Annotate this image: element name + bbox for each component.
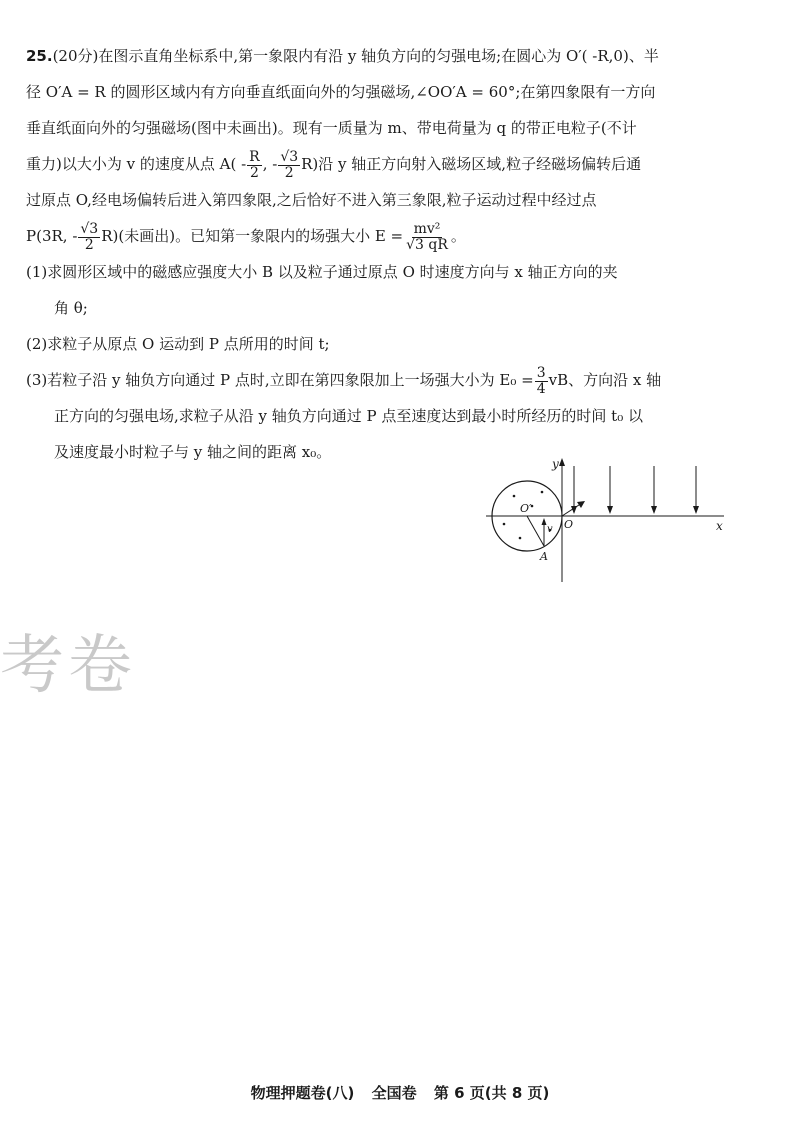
subquestion-text: (2)求粒子从原点 O 运动到 P 点所用的时间 t; [26, 335, 330, 353]
field-dot [541, 491, 544, 494]
problem-text-line: 垂直纸面向外的匀强磁场(图中未画出)。现有一质量为 m、带电荷量为 q 的带正电粒子(不计 [26, 119, 637, 137]
footer-title: 物理押题卷(八) [250, 1084, 355, 1102]
label-y: y [552, 457, 559, 471]
y-axis-arrow [559, 458, 565, 466]
footer-page-number: 第 6 页(共 8 页) [433, 1084, 550, 1102]
fraction-denominator: 4 [536, 380, 546, 397]
problem-text-segment: 。 [450, 227, 466, 245]
field-arrowhead [607, 506, 613, 514]
subquestion-text: 正方向的匀强电场,求粒子从沿 y 轴负方向通过 P 点至速度达到最小时所经历的时间 t₀ 以 [54, 407, 643, 425]
fraction-r-over-2 [247, 150, 262, 181]
problem-text-segment: P(3R, - [26, 227, 78, 245]
problem-25 [26, 38, 778, 470]
subquestion-1-line-1 [26, 254, 778, 290]
subquestion-text: (3)若粒子沿 y 轴负方向通过 P 点时,立即在第四象限加上一场强大小为 E₀ = [26, 371, 534, 389]
subquestion-3-line-1 [26, 362, 778, 398]
problem-text-line: 径 O′A = R 的圆形区域内有方向垂直纸面向外的匀强磁场,∠OO′A = 60°;在第四象限有一方向 [26, 83, 656, 101]
page-footer [0, 1082, 800, 1103]
subquestion-text: 及速度最小时粒子与 y 轴之间的距离 x₀。 [54, 443, 332, 461]
field-arrowhead [693, 506, 699, 514]
label-oprime: O′ [520, 502, 532, 515]
radius-oprime-a [527, 516, 544, 546]
fraction-denominator: 2 [84, 236, 94, 253]
question-number: 25. [26, 47, 53, 65]
problem-text-line: 过原点 O,经电场偏转后进入第四象限,之后恰好不进入第三象限,粒子运动过程中经过点 [26, 191, 597, 209]
fraction-sqrt3-over-2 [78, 222, 100, 253]
field-dot [503, 523, 506, 526]
problem-text-segment: 重力)以大小为 v 的速度从点 A( - [26, 155, 247, 173]
label-v: v [547, 524, 553, 535]
subquestion-2 [26, 326, 778, 362]
fraction-numerator: 3 [536, 364, 546, 381]
problem-line-2 [26, 74, 778, 110]
problem-line-6 [26, 218, 778, 254]
fraction-numerator: √3 [80, 220, 99, 237]
fraction-field-strength [404, 222, 450, 253]
subquestion-text: vB、方向沿 x 轴 [548, 371, 662, 389]
subquestion-text: (1)求圆形区域中的磁感应强度大小 B 以及粒子通过原点 O 时速度方向与 x 轴正方向的夹 [26, 263, 618, 281]
label-x: x [716, 519, 723, 533]
fraction-denominator: 2 [249, 164, 259, 181]
problem-line-1 [26, 38, 778, 74]
subquestion-1-line-2 [26, 290, 778, 326]
problem-line-4 [26, 146, 778, 182]
problem-text-segment: R)(未画出)。已知第一象限内的场强大小 E = [101, 227, 404, 245]
problem-line-5 [26, 182, 778, 218]
velocity-arrowhead [542, 518, 547, 525]
field-arrowhead [651, 506, 657, 514]
fraction-denominator: 2 [284, 164, 294, 181]
subquestion-3-line-2 [26, 398, 778, 434]
problem-line-3 [26, 110, 778, 146]
problem-text-line: (20分)在图示直角坐标系中,第一象限内有沿 y 轴负方向的匀强电场;在圆心为 O′( -R,0)、半 [52, 47, 659, 65]
subquestion-text: 角 θ; [54, 299, 88, 317]
fraction-three-quarters [535, 366, 548, 397]
fraction-sqrt3-over-2 [278, 150, 300, 181]
exit-velocity-arrowhead [577, 501, 585, 508]
fraction-denominator: √3 qR [406, 236, 448, 253]
fraction-numerator: R [249, 148, 260, 165]
field-dot [513, 495, 516, 498]
fraction-numerator: √3 [280, 148, 299, 165]
label-o: O [564, 518, 574, 531]
watermark: 考卷 [0, 629, 136, 703]
problem-text-segment: R)沿 y 轴正方向射入磁场区域,粒子经磁场偏转后通 [301, 155, 642, 173]
field-dot [519, 537, 522, 540]
problem-text-segment: , - [262, 155, 278, 173]
field-diagram [484, 456, 734, 586]
footer-scope: 全国卷 [371, 1084, 417, 1102]
fraction-numerator: mv² [413, 220, 441, 237]
label-a: A [540, 550, 548, 563]
